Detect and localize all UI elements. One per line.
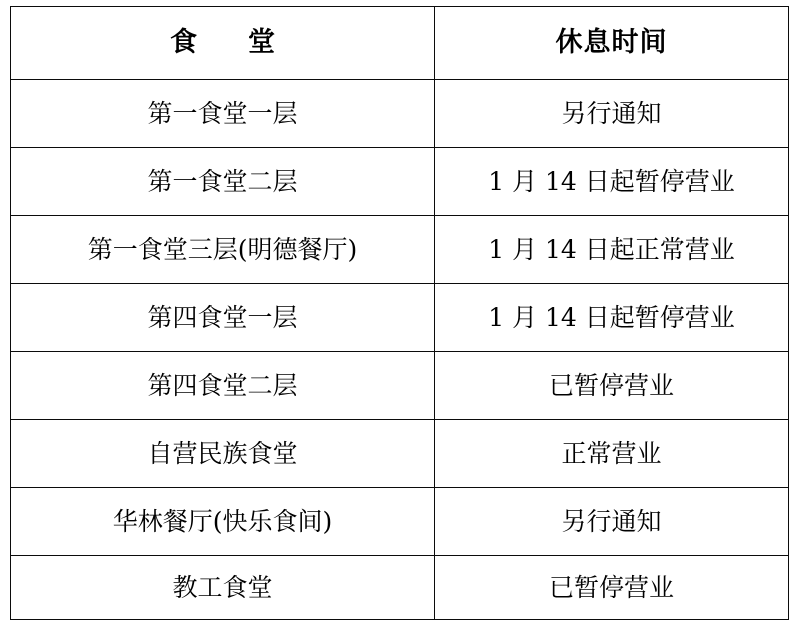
cell-rest-time-text: 1 月 14 日起暂停营业 (488, 302, 735, 332)
cell-canteen (11, 80, 435, 148)
cell-rest-time-text: 1 月 14 日起正常营业 (488, 234, 735, 264)
table-row (11, 80, 789, 148)
cell-canteen (11, 216, 435, 284)
cell-canteen-text: 第四食堂二层 (147, 370, 298, 400)
cell-canteen-text: 教工食堂 (172, 572, 273, 602)
cell-rest-time-text: 另行通知 (561, 98, 662, 128)
cell-rest-time (435, 216, 789, 284)
cell-canteen (11, 488, 435, 556)
cell-canteen-text: 第一食堂一层 (147, 98, 298, 128)
table-row (11, 284, 789, 352)
cell-rest-time (435, 80, 789, 148)
cell-canteen-text: 第一食堂二层 (147, 166, 298, 196)
cell-rest-time (435, 420, 789, 488)
cell-rest-time (435, 284, 789, 352)
cell-canteen-text: 自营民族食堂 (147, 438, 298, 468)
table-header-row (11, 7, 789, 80)
table-row (11, 216, 789, 284)
table-row (11, 352, 789, 420)
table-row (11, 488, 789, 556)
table-row (11, 420, 789, 488)
canteen-schedule-table (10, 6, 789, 620)
cell-rest-time-text: 1 月 14 日起暂停营业 (488, 166, 735, 196)
column-header-rest-time-label: 休息时间 (555, 27, 668, 59)
cell-canteen-text: 第四食堂一层 (147, 302, 298, 332)
cell-rest-time-text: 另行通知 (561, 506, 662, 536)
cell-rest-time-text: 已暂停营业 (548, 370, 674, 400)
column-header-canteen (11, 7, 435, 80)
cell-canteen (11, 284, 435, 352)
cell-rest-time (435, 352, 789, 420)
cell-rest-time (435, 488, 789, 556)
table-row (11, 148, 789, 216)
column-header-rest-time (435, 7, 789, 80)
cell-rest-time (435, 148, 789, 216)
cell-canteen-text: 华林餐厅(快乐食间) (112, 506, 333, 536)
cell-canteen (11, 352, 435, 420)
cell-canteen (11, 148, 435, 216)
cell-canteen-text: 第一食堂三层(明德餐厅) (87, 234, 358, 264)
column-header-canteen-label: 食 堂 (170, 27, 287, 59)
cell-rest-time-text: 正常营业 (561, 438, 662, 468)
cell-rest-time-text: 已暂停营业 (548, 572, 674, 602)
cell-canteen (11, 420, 435, 488)
